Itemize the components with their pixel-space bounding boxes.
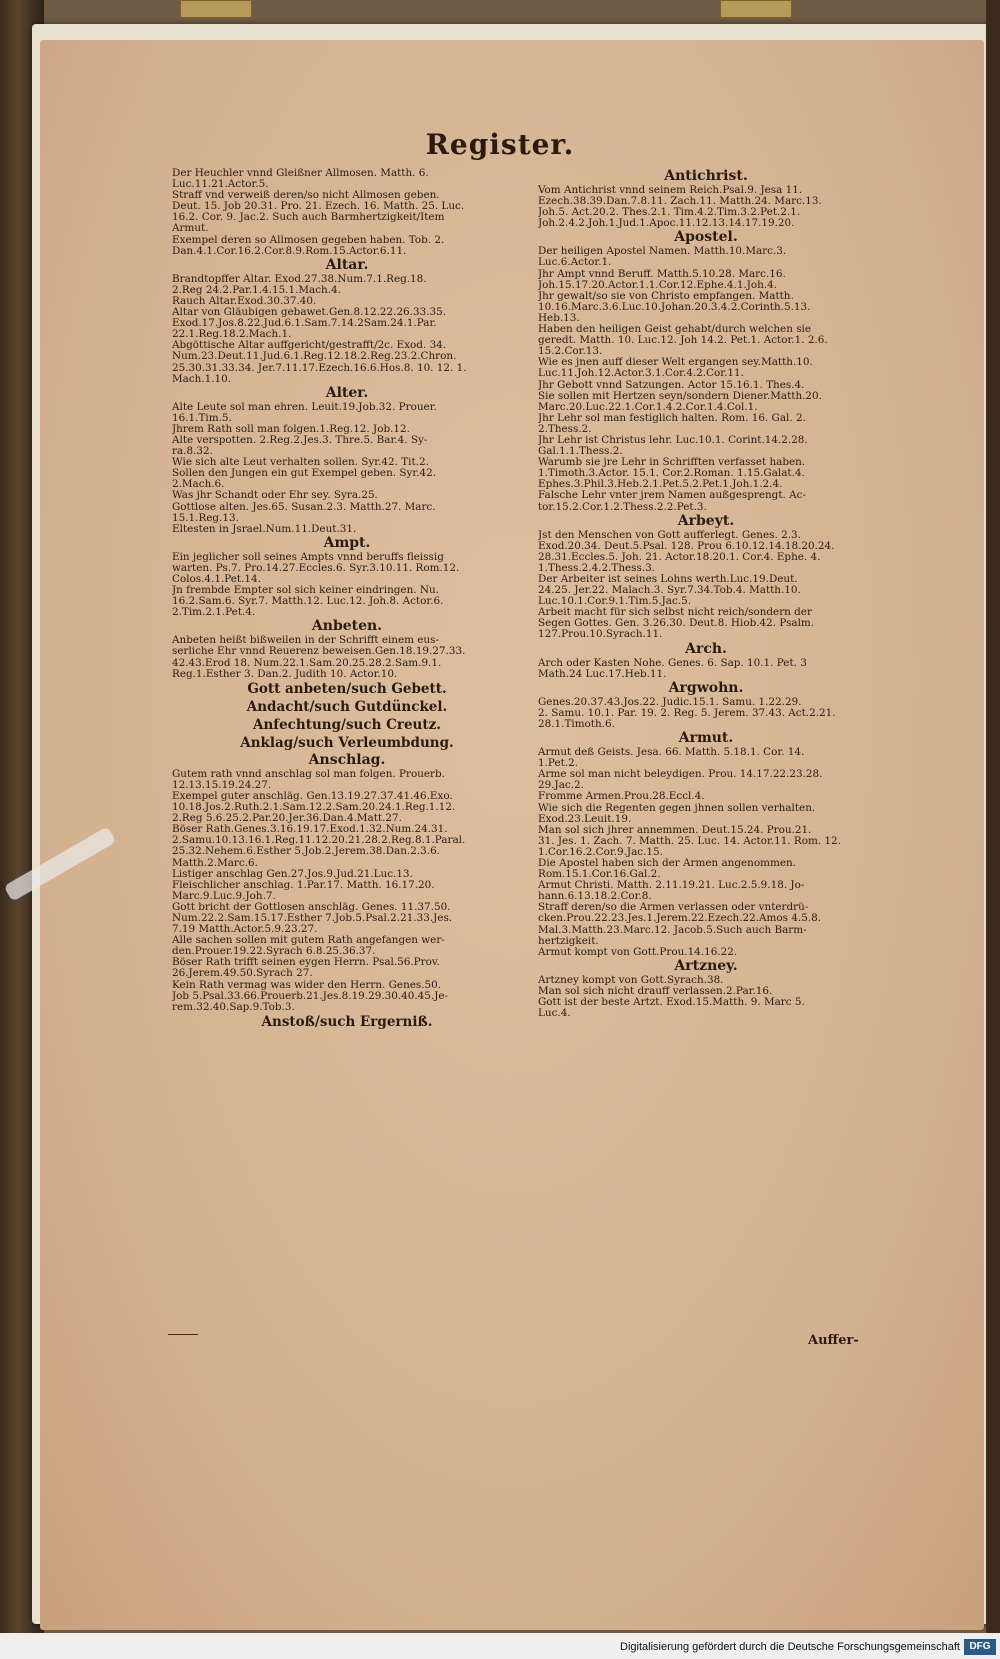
index-line: rem.32.40.Sap.9.Tob.3. xyxy=(172,1001,295,1013)
index-line: Jhr Ampt vnnd Beruff. Matth.5.10.28. Marc.16. xyxy=(538,268,786,280)
index-line: Marc.20.Luc.22.1.Cor.1.4.2.Cor.1.4.Col.1. xyxy=(538,401,758,413)
index-line: Dan.4.1.Cor.16.2.Cor.8.9.Rom.15.Actor.6.11. xyxy=(172,245,407,257)
left-dash xyxy=(168,1334,198,1335)
index-line: Altar von Gläubigen gebawet.Gen.8.12.22.26.33.35. xyxy=(172,307,447,319)
index-line: 2.Mach.6. xyxy=(172,479,225,491)
index-line: Man sol sich nicht drauff verlassen.2.Par.16. xyxy=(538,985,773,997)
index-line: 16.2. Cor. 9. Jac.2. Such auch Barmhertzigkeit/Item xyxy=(172,212,445,224)
index-line: Der Arbeiter ist seines Lohns werth.Luc.19.Deut. xyxy=(538,574,798,585)
index-line: Colos.4.1.Pet.14. xyxy=(172,574,261,585)
index-heading: Anstoß/such Ergerniß. xyxy=(261,1013,433,1030)
index-line: Arch oder Kasten Nohe. Genes. 6. Sap. 10.1. Pet. 3 xyxy=(538,657,807,669)
index-line: 25.32.Nehem.6.Esther 5.Job.2.Jerem.38.Dan.2.3.6. xyxy=(172,846,440,858)
index-line: Joh.15.17.20.Actor.1.1.Cor.12.Ephe.4.1.Joh.4. xyxy=(538,279,778,291)
index-line: Segen Gottes. Gen. 3.26.30. Deut.8. Hiob.42. Psalm. xyxy=(538,618,815,630)
index-line: Fromme Armen.Prou.28.Eccl.4. xyxy=(538,791,705,803)
index-heading: Argwohn. xyxy=(668,679,744,696)
index-line: Ephes.3.Phil.3.Heb.2.1.Pet.5.2.Pet.1.Joh.1.2.4. xyxy=(538,479,783,491)
index-line: 22.1.Reg.18.2.Mach.1. xyxy=(172,329,292,341)
index-heading: Artzney. xyxy=(674,957,738,974)
index-line: Matth.2.Marc.6. xyxy=(172,857,258,869)
index-line: 10.18.Jos.2.Ruth.2.1.Sam.12.2.Sam.20.24.1.Reg.1.12. xyxy=(172,802,456,814)
index-line: Ezech.38.39.Dan.7.8.11. Zach.11. Matth.24. Marc.13. xyxy=(538,196,822,208)
dfg-logo[interactable]: DFG xyxy=(964,1639,996,1655)
index-line: Arme sol man nicht beleydigen. Prou. 14.17.22.23.28. xyxy=(538,769,823,781)
index-line: 24.25. Jer.22. Malach.3. Syr.7.34.Tob.4. Matth.10. xyxy=(538,585,801,597)
index-line: Marc.9.Luc.9.Joh.7. xyxy=(172,890,276,902)
index-line: Heb.13. xyxy=(538,312,580,324)
index-heading: Antichrist. xyxy=(664,168,748,184)
index-line: Eltesten in Jsrael.Num.11.Deut.31. xyxy=(172,523,357,535)
index-line: Gott bricht der Gottlosen anschläg. Genes. 11.37.50. xyxy=(172,901,451,913)
index-line: Falsche Lehr vnter jrem Namen außgesprengt. Ac- xyxy=(538,490,806,502)
index-line: 15.1.Reg.13. xyxy=(172,512,239,524)
index-line: Sie sollen mit Hertzen seyn/sondern Diener.Matth.20. xyxy=(538,390,822,402)
index-line: Arbeit macht für sich selbst nicht reich/sondern der xyxy=(538,607,812,619)
index-line: ra.8.32. xyxy=(172,446,213,458)
index-line: Jhrem Rath soll man folgen.1.Reg.12. Job.12. xyxy=(172,423,410,435)
index-line: Wie es jnen auff dieser Welt ergangen sey.Matth.10. xyxy=(538,357,813,369)
index-line: Rauch Altar.Exod.30.37.40. xyxy=(172,295,317,307)
index-line: Armut. xyxy=(172,223,209,235)
index-line: Kein Rath vermag was wider den Herrn. Genes.50. xyxy=(172,979,442,991)
index-line: Rom.15.1.Cor.16.Gal.2. xyxy=(538,869,661,881)
index-line: Ein jeglicher soll seines Ampts vnnd beruffs fleissig xyxy=(172,551,444,563)
index-line: Jhr Lehr sol man festiglich halten. Rom. 16. Gal. 2. xyxy=(538,412,806,424)
left-column xyxy=(172,168,522,1031)
index-line: Joh.5. Act.20.2. Thes.2.1. Tim.4.2.Tim.3.2.Pet.2.1. xyxy=(538,207,801,219)
index-line: Sollen den Jungen ein gut Exempel geben. Syr.42. xyxy=(172,468,437,480)
index-line: 28.1.Timoth.6. xyxy=(538,718,615,730)
index-heading: Anbeten. xyxy=(311,618,383,635)
index-line: 26.Jerem.49.50.Syrach 27. xyxy=(172,968,313,980)
index-line: 25.30.31.33.34. Jer.7.11.17.Ezech.16.6.Hos.8. 10. 12. 1. xyxy=(172,362,467,374)
index-line: 2.Samu.10.13.16.1.Reg.11.12.20.21.28.2.Reg.8.1.Paral. xyxy=(172,835,466,847)
index-line: 1.Thess.2.4.2.Thess.3. xyxy=(538,562,656,574)
index-line: Gutem rath vnnd anschlag sol man folgen. Prouerb. xyxy=(172,768,445,780)
index-line: Jhr gewalt/so sie von Christo empfangen. Matth. xyxy=(538,290,794,302)
index-line: Armut Christi. Matth. 2.11.19.21. Luc.2.5.9.18. Jo- xyxy=(538,880,805,892)
index-heading: Andacht/such Gutdünckel. xyxy=(246,698,448,715)
index-line: tor.15.2.Cor.1.2.Thess.2.2.Pet.3. xyxy=(538,501,707,513)
index-line: Jhr Lehr ist Christus lehr. Luc.10.1. Corint.14.2.28. xyxy=(538,434,808,446)
index-line: Joh.2.4.2.Joh.1.Jud.1.Apoc.11.12.13.14.17.19.20. xyxy=(538,218,795,230)
index-line: 7.19 Matth.Actor.5.9.23.27. xyxy=(172,924,318,936)
index-line: Exod.17.Jos.8.22.Jud.6.1.Sam.7.14.2Sam.24.1.Par. xyxy=(172,318,437,330)
index-line: Fleischlicher anschlag. 1.Par.17. Matth. 16.17.20. xyxy=(172,879,435,891)
index-line: Gott ist der beste Artzt. Exod.15.Matth. 9. Marc 5. xyxy=(538,997,805,1008)
index-line: Wie sich die Regenten gegen jhnen sollen verhalten. xyxy=(538,802,816,814)
index-line: 1.Timoth.3.Actor. 15.1. Cor.2.Roman. 1.15.Galat.4. xyxy=(538,468,805,480)
index-heading: Anfechtung/such Creutz. xyxy=(253,716,441,733)
index-line: Luc.11.21.Actor.5. xyxy=(172,179,269,191)
index-line: Warumb sie jre Lehr in Schrifften verfasset haben. xyxy=(538,457,806,469)
index-line: Haben den heiligen Geist gehabt/durch welchen sie xyxy=(538,324,812,336)
index-line: Luc.4. xyxy=(538,1008,571,1020)
index-line: Luc.6.Actor.1. xyxy=(538,257,612,269)
index-heading: Armut. xyxy=(678,730,734,747)
index-line: Exempel guter anschläg. Gen.13.19.27.37.41.46.Exo. xyxy=(172,790,453,802)
index-line: Num.22.2.Sam.15.17.Esther 7.Job.5.Psal.2.21.33.Jes. xyxy=(172,912,453,924)
index-line: Mal.3.Matth.23.Marc.12. Jacob.5.Such auch Barm- xyxy=(538,924,807,936)
index-heading: Apostel. xyxy=(674,229,738,246)
footer-bar xyxy=(0,1633,1000,1659)
index-line: Num.23.Deut.11.Jud.6.1.Reg.12.18.2.Reg.23.2.Chron. xyxy=(172,351,457,363)
index-line: Straff vnd verweiß deren/so nicht Allmosen geben. xyxy=(172,190,440,202)
index-line: 2.Thess.2. xyxy=(538,423,592,435)
index-line: Deut. 15. Job 20.31. Pro. 21. Ezech. 16. Matth. 25. Luc. xyxy=(172,201,465,213)
index-line: Man sol sich jhrer annemmen. Deut.15.24. Prou.21. xyxy=(538,824,812,836)
right-edge xyxy=(986,0,1000,1659)
index-line: Anbeten heißt bißweilen in der Schrifft einem eus- xyxy=(172,635,439,647)
index-line: Alte Leute sol man ehren. Leuit.19.Job.32. Prouer. xyxy=(172,401,437,413)
index-heading: Alter. xyxy=(325,384,369,401)
index-line: hertzigkeit. xyxy=(538,935,599,947)
index-line: Reg.1.Esther 3. Dan.2. Judith 10. Actor.10. xyxy=(172,668,398,680)
index-line: 31. Jes. 1. Zach. 7. Matth. 25. Luc. 14. Actor.11. Rom. 12. xyxy=(538,835,841,847)
index-line: 16.1.Tim.5. xyxy=(172,412,232,424)
index-line: Job 5.Psal.33.66.Prouerb.21.Jes.8.19.29.30.40.45.Je- xyxy=(172,990,449,1002)
index-line: 1.Pet.2. xyxy=(538,758,578,770)
index-line: Armut kompt von Gott.Prou.14.16.22. xyxy=(538,946,738,958)
index-line: Die Apostel haben sich der Armen angenommen. xyxy=(538,857,796,869)
catchword: Auffer- xyxy=(808,1333,859,1348)
index-line: Vom Antichrist vnnd seinem Reich.Psal.9. Jesa 11. xyxy=(538,185,803,196)
index-line: Jst den Menschen von Gott aufferlegt. Genes. 2.3. xyxy=(538,529,801,541)
index-heading: Ampt. xyxy=(323,534,371,551)
index-heading: Anklag/such Verleumbdung. xyxy=(240,734,454,751)
index-line: Abgöttische Altar auffgericht/gestrafft/2c. Exod. 34. xyxy=(172,340,447,352)
clasp-right xyxy=(720,0,792,18)
index-line: Artzney kompt von Gott.Syrach.38. xyxy=(538,974,724,986)
index-line: Listiger anschlag Gen.27.Jos.9.Jud.21.Luc.13. xyxy=(172,868,413,880)
index-line: cken.Prou.22.23.Jes.1.Jerem.22.Ezech.22.Amos 4.5.8. xyxy=(538,913,822,925)
index-line: Straff deren/so die Armen verlassen oder vnterdrü- xyxy=(538,902,809,914)
index-line: den.Prouer.19.22.Syrach 6.8.25.36.37. xyxy=(172,946,376,958)
index-line: Luc.10.1.Cor.9.1.Tim.5.Jac.5. xyxy=(538,596,692,608)
index-heading: Anschlag. xyxy=(308,751,386,768)
index-line: warten. Ps.7. Pro.14.27.Eccles.6. Syr.3.10.11. Rom.12. xyxy=(172,562,460,574)
index-heading: Gott anbeten/such Gebett. xyxy=(247,680,447,697)
index-line: 12.13.15.19.24.27. xyxy=(172,779,272,791)
index-line: Jn frembde Empter sol sich keiner eindringen. Nu. xyxy=(172,585,439,597)
index-line: Gottlose alten. Jes.65. Susan.2.3. Matth.27. Marc. xyxy=(172,501,436,513)
index-line: 29.Jac.2. xyxy=(538,780,584,792)
index-line: Böser Rath trifft seinen eygen Herrn. Psal.56.Prov. xyxy=(172,957,440,969)
index-heading: Altar. xyxy=(325,256,369,273)
index-line: 16.2.Sam.6. Syr.7. Matth.12. Luc.12. Joh.8. Actor.6. xyxy=(172,596,444,608)
page-title: Register. xyxy=(425,128,575,161)
index-line: Exempel deren so Allmosen gegeben haben. Tob. 2. xyxy=(172,234,445,246)
index-line: 2. Samu. 10.1. Par. 19. 2. Reg. 5. Jerem. 37.43. Act.2.21. xyxy=(538,707,836,719)
index-line: 42.43.Erod 18. Num.22.1.Sam.20.25.28.2.Sam.9.1. xyxy=(172,657,442,669)
index-heading: Arch. xyxy=(685,640,727,657)
index-line: Böser Rath.Genes.3.16.19.17.Exod.1.32.Num.24.31. xyxy=(172,824,448,836)
index-line: Armut deß Geists. Jesa. 66. Matth. 5.18.1. Cor. 14. xyxy=(538,747,805,759)
index-line: Alte verspotten. 2.Reg.2.Jes.3. Thre.5. Bar.4. Sy- xyxy=(172,434,428,446)
index-line: Was jhr Schandt oder Ehr sey. Syra.25. xyxy=(172,490,378,502)
index-line: Exod.20.34. Deut.5.Psal. 128. Prou 6.10.12.14.18.20.24. xyxy=(538,540,835,552)
index-line: Alle sachen sollen mit gutem Rath angefangen wer- xyxy=(172,935,445,947)
index-line: 2.Tim.2.1.Pet.4. xyxy=(172,607,256,619)
index-line: Gal.1.1.Thess.2. xyxy=(538,446,623,458)
clasp-left xyxy=(180,0,252,18)
index-line: Luc.11.Joh.12.Actor.3.1.Cor.4.2.Cor.11. xyxy=(538,368,744,380)
index-line: Mach.1.10. xyxy=(172,373,232,385)
index-heading: Arbeyt. xyxy=(677,512,735,529)
index-line: 15.2.Cor.13. xyxy=(538,346,603,358)
index-line: hann.6.13.18.2.Cor.8. xyxy=(538,891,652,903)
index-line: 1.Cor.16.2.Cor.9.Jac.15. xyxy=(538,846,663,858)
index-line: 2.Reg 5.6.25.2.Par.20.Jer.36.Dan.4.Matt.27. xyxy=(172,813,402,825)
index-line: Brandtopffer Altar. Exod.27.38.Num.7.1.Reg.18. xyxy=(172,273,427,285)
index-line: Der Heuchler vnnd Gleißner Allmosen. Matth. 6. xyxy=(172,168,429,179)
footer-credit[interactable]: Digitalisierung gefördert durch die Deutsche Forschungsgemeinschaft xyxy=(620,1641,960,1653)
index-line: 127.Prou.10.Syrach.11. xyxy=(538,629,663,641)
index-line: Exod.23.Leuit.19. xyxy=(538,813,632,825)
index-line: serliche Ehr vnnd Reuerenz beweisen.Gen.18.19.27.33. xyxy=(172,646,466,658)
index-line: Der heiligen Apostel Namen. Matth.10.Marc.3. xyxy=(538,246,787,258)
index-line: 2.Reg 24.2.Par.1.4.15.1.Mach.4. xyxy=(172,284,341,296)
index-line: 28.31.Eccles.5. Joh. 21. Actor.18.20.1. Cor.4. Ephe. 4. xyxy=(538,551,821,563)
index-line: Wie sich alte Leut verhalten sollen. Syr.42. Tit.2. xyxy=(172,457,429,469)
index-line: Math.24 Luc.17.Heb.11. xyxy=(538,668,667,680)
index-line: Genes.20.37.43.Jos.22. Judic.15.1. Samu. 1.22.29. xyxy=(538,696,802,708)
index-line: Jhr Gebott vnnd Satzungen. Actor 15.16.1. Thes.4. xyxy=(538,379,805,391)
right-column xyxy=(538,168,874,1019)
index-line: geredt. Matth. 10. Luc.12. Joh 14.2. Pet.1. Actor.1. 2.6. xyxy=(538,335,828,347)
index-line: 10.16.Marc.3.6.Luc.10.Johan.20.3.4.2.Corinth.5.13. xyxy=(538,301,811,313)
